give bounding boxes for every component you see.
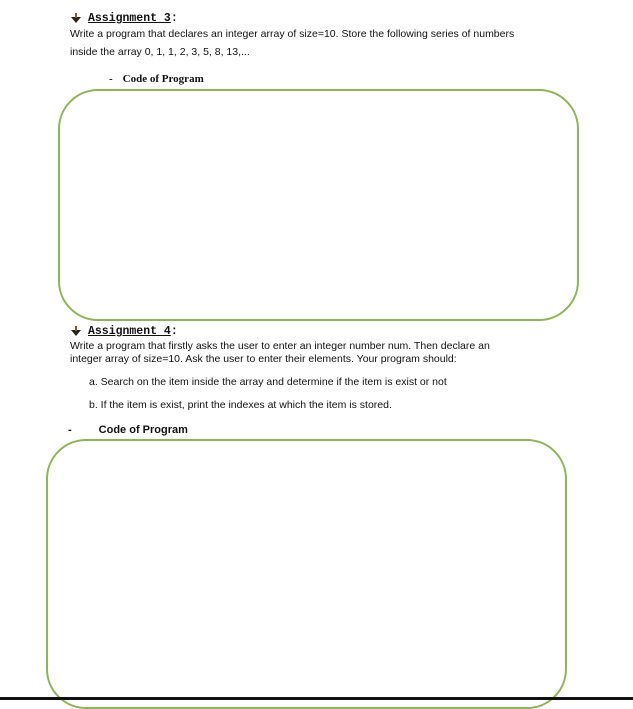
assignment-4-item-b: b. If the item is exist, print the indexes at which the item is stored. [89, 399, 392, 411]
assignment-4-answer-box[interactable] [46, 439, 567, 709]
assignment-3-answer-box[interactable] [58, 89, 579, 321]
assignment-4-heading: Assignment 4: [88, 325, 178, 338]
arrow-down-icon [70, 12, 82, 24]
assignment-4-code-label: - Code of Program [68, 424, 188, 436]
assignment-3-heading: Assignment 3: [88, 12, 178, 25]
assignment-3-code-label: - Code of Program [109, 73, 204, 85]
assignment-3-line-2: inside the array 0, 1, 1, 2, 3, 5, 8, 13,... [70, 46, 250, 58]
assignment-4-line-2: integer array of size=10. Ask the user to enter their elements. Your program should: [70, 353, 457, 365]
assignment-4-item-a: a. Search on the item inside the array and determine if the item is exist or not [89, 376, 447, 388]
assignment-3-line-1: Write a program that declares an integer array of size=10. Store the following series of numbers [70, 28, 515, 40]
assignment-4-line-1: Write a program that firstly asks the user to enter an integer number num. Then declare an [70, 340, 490, 352]
arrow-down-icon [70, 325, 82, 337]
